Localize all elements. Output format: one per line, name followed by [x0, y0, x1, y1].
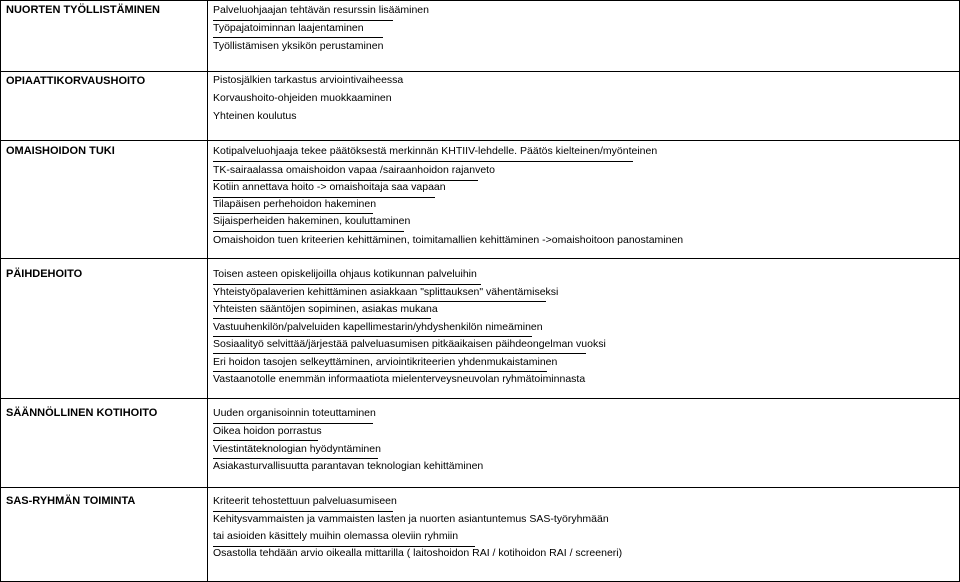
list-item: Sijaisperheiden hakeminen, kouluttaminen — [213, 215, 411, 227]
section-label-saannollinen-kotihoito: SÄÄNNÖLLINEN KOTIHOITO — [6, 407, 158, 419]
list-item: Asiakasturvallisuutta parantavan teknologian kehittäminen — [213, 460, 484, 472]
item-underline — [213, 301, 546, 302]
list-item: TK-sairaalassa omaishoidon vapaa /sairaanhoidon rajanveto — [213, 164, 495, 176]
item-underline — [213, 231, 404, 232]
section-separator — [0, 487, 960, 488]
item-underline — [213, 318, 431, 319]
section-separator — [0, 258, 960, 259]
item-underline — [213, 161, 633, 162]
list-item: Uuden organisoinnin toteuttaminen — [213, 407, 376, 419]
list-item: Korvaushoito-ohjeiden muokkaaminen — [213, 92, 392, 104]
section-label-sas-ryhman-toiminta: SAS-RYHMÄN TOIMINTA — [6, 495, 136, 507]
item-underline — [213, 284, 481, 285]
section-separator — [0, 71, 960, 72]
item-underline — [213, 458, 378, 459]
list-item: Vastuuhenkilön/palveluiden kapellimestarin/yhdyshenkilön nimeäminen — [213, 321, 543, 333]
item-underline — [213, 336, 532, 337]
list-item: Viestintäteknologian hyödyntäminen — [213, 443, 381, 455]
section-label-paihdehoito: PÄIHDEHOITO — [6, 268, 83, 280]
item-underline — [213, 353, 586, 354]
item-underline — [213, 511, 393, 512]
list-item: Kotipalveluohjaaja tekee päätöksestä merkinnän KHTIIV-lehdelle. Päätös kielteinen/myönteinen — [213, 145, 658, 157]
item-underline — [213, 37, 383, 38]
table-top-border — [0, 0, 960, 1]
list-item: tai asioiden käsittely muihin olemassa oleviin ryhmiin — [213, 530, 459, 542]
list-item: Kehitysvammaisten ja vammaisten lasten ja nuorten asiantuntemus SAS-työryhmään — [213, 513, 609, 525]
list-item: Kotiin annettava hoito -> omaishoitaja saa vapaan — [213, 181, 446, 193]
list-item: Yhteinen koulutus — [213, 110, 297, 122]
list-item: Pistosjälkien tarkastus arviointivaiheessa — [213, 74, 404, 86]
section-label-omaishoidon-tuki: OMAISHOIDON TUKI — [6, 145, 115, 157]
table-left-border — [0, 0, 1, 582]
list-item: Yhteistyöpalaverien kehittäminen asiakkaan "splittauksen" vähentämiseksi — [213, 286, 559, 298]
section-label-nuorten-tyollistaminen: NUORTEN TYÖLLISTÄMINEN — [6, 4, 160, 16]
list-item: Sosiaalityö selvittää/järjestää palveluasumisen pitkäaikaisen päihdeongelman vuoksi — [213, 338, 606, 350]
list-item: Yhteisten sääntöjen sopiminen, asiakas mukana — [213, 303, 438, 315]
list-item: Työpajatoiminnan laajentaminen — [213, 22, 364, 34]
item-underline — [213, 423, 373, 424]
section-separator — [0, 398, 960, 399]
list-item: Työllistämisen yksikön perustaminen — [213, 40, 384, 52]
item-underline — [213, 440, 318, 441]
column-divider — [207, 0, 208, 582]
list-item: Eri hoidon tasojen selkeyttäminen, arviointikriteerien yhdenmukaistaminen — [213, 356, 558, 368]
item-underline — [213, 371, 547, 372]
list-item: Oikea hoidon porrastus — [213, 425, 322, 437]
list-item: Toisen asteen opiskelijoilla ohjaus kotikunnan palveluihin — [213, 268, 477, 280]
list-item: Palveluohjaajan tehtävän resurssin lisääminen — [213, 4, 429, 16]
list-item: Osastolla tehdään arvio oikealla mittarilla ( laitoshoidon RAI / kotihoidon RAI / screeneri) — [213, 547, 623, 559]
list-item: Vastaanotolle enemmän informaatiota mielenterveysneuvolan ryhmätoiminnasta — [213, 373, 586, 385]
item-underline — [213, 20, 393, 21]
section-separator — [0, 140, 960, 141]
section-label-opiaattikorvaushoito: OPIAATTIKORVAUSHOITO — [6, 75, 146, 87]
list-item: Kriteerit tehostettuun palveluasumiseen — [213, 495, 397, 507]
item-underline — [213, 213, 373, 214]
list-item: Omaishoidon tuen kriteerien kehittäminen, toimitamallien kehittäminen ->omaishoitoon panostaminen — [213, 234, 684, 246]
list-item: Tilapäisen perhehoidon hakeminen — [213, 198, 377, 210]
